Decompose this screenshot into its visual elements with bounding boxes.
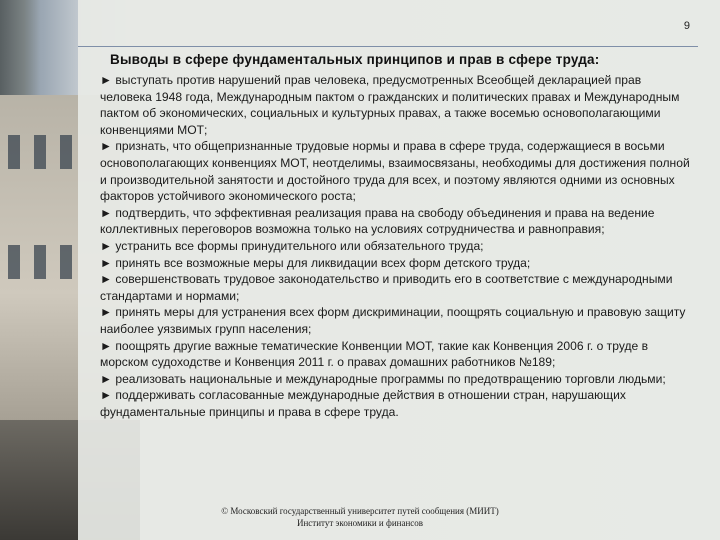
bullet-arrow-icon: ►: [100, 305, 112, 320]
list-item-text: признать, что общепризнанные трудовые нормы и права в сфере труда, содержащиеся в восьми основополагающих конвенциях МОТ, неотделимы, взаимосвязаны, необходимы для достижения полной и производительной занятости и достойного труда для всех, и поэтому являются одними из основных факторов устойчивого экономического роста;: [100, 139, 690, 204]
list-item: [100, 238, 690, 255]
list-item: [100, 255, 690, 272]
bullet-arrow-icon: ►: [100, 139, 112, 154]
bullet-arrow-icon: ►: [100, 73, 112, 87]
bullet-arrow-icon: ►: [100, 238, 112, 253]
list-item-text: поддерживать согласованные международные действия в отношении стран, нарушающих фундаментальные принципы и права в сфере труда.: [100, 388, 626, 419]
list-item: [100, 371, 690, 388]
bullet-arrow-icon: ►: [100, 255, 112, 270]
bullet-arrow-icon: ►: [100, 338, 112, 353]
list-item-text: выступать против нарушений прав человека, предусмотренных Всеобщей декларацией прав человека 1948 года, Международным пактом о гражданских и политических правах и Международным пактом об экономических, социальных и культурных правах, а также восемью основополагающими конвенциями МОТ;: [100, 73, 680, 137]
list-item: [100, 72, 690, 138]
bullet-arrow-icon: ►: [100, 371, 112, 386]
list-item: [100, 138, 690, 204]
list-item-text: подтвердить, что эффективная реализация права на свободу объединения и права на ведение коллективных переговоров возможна только на условиях сотрудничества и равноправия;: [100, 205, 655, 237]
footer-line-university: © Московский государственный университет путей сообщения (МИИТ): [221, 506, 499, 516]
page-number: 9: [683, 20, 690, 32]
bullet-arrow-icon: ►: [100, 388, 112, 403]
list-item: [100, 338, 690, 371]
list-item: [100, 271, 690, 304]
list-item-text: реализовать национальные и международные программы по предотвращению торговли людьми;: [115, 371, 666, 386]
list-item: [100, 304, 690, 337]
list-item-text: совершенствовать трудовое законодательство и приводить его в соответствие с международными стандартами и нормами;: [100, 272, 673, 303]
list-item-text: принять меры для устранения всех форм дискриминации, поощрять социальную и правовую защиту наиболее уязвимых групп населения;: [100, 305, 686, 336]
list-item: [100, 387, 690, 420]
bullet-arrow-icon: ►: [100, 205, 112, 220]
list-item-text: поощрять другие важные тематические Конвенции МОТ, такие как Конвенция 2006 г. о труде в морском судоходстве и Конвенция 2011 г. о правах домашних работников №189;: [100, 338, 649, 370]
bullet-list: [100, 72, 690, 420]
footer: [100, 505, 620, 529]
slide-title: Выводы в сфере фундаментальных принципов и прав в сфере труда:: [110, 52, 600, 67]
footer-line-institute: Институт экономики и финансов: [296, 518, 424, 528]
bullet-arrow-icon: ►: [100, 272, 112, 287]
list-item: [100, 205, 690, 238]
list-item-text: устранить все формы принудительного или обязательного труда;: [115, 238, 484, 253]
list-item-text: принять все возможные меры для ликвидации всех форм детского труда;: [115, 255, 531, 270]
header-rule: [78, 46, 698, 47]
